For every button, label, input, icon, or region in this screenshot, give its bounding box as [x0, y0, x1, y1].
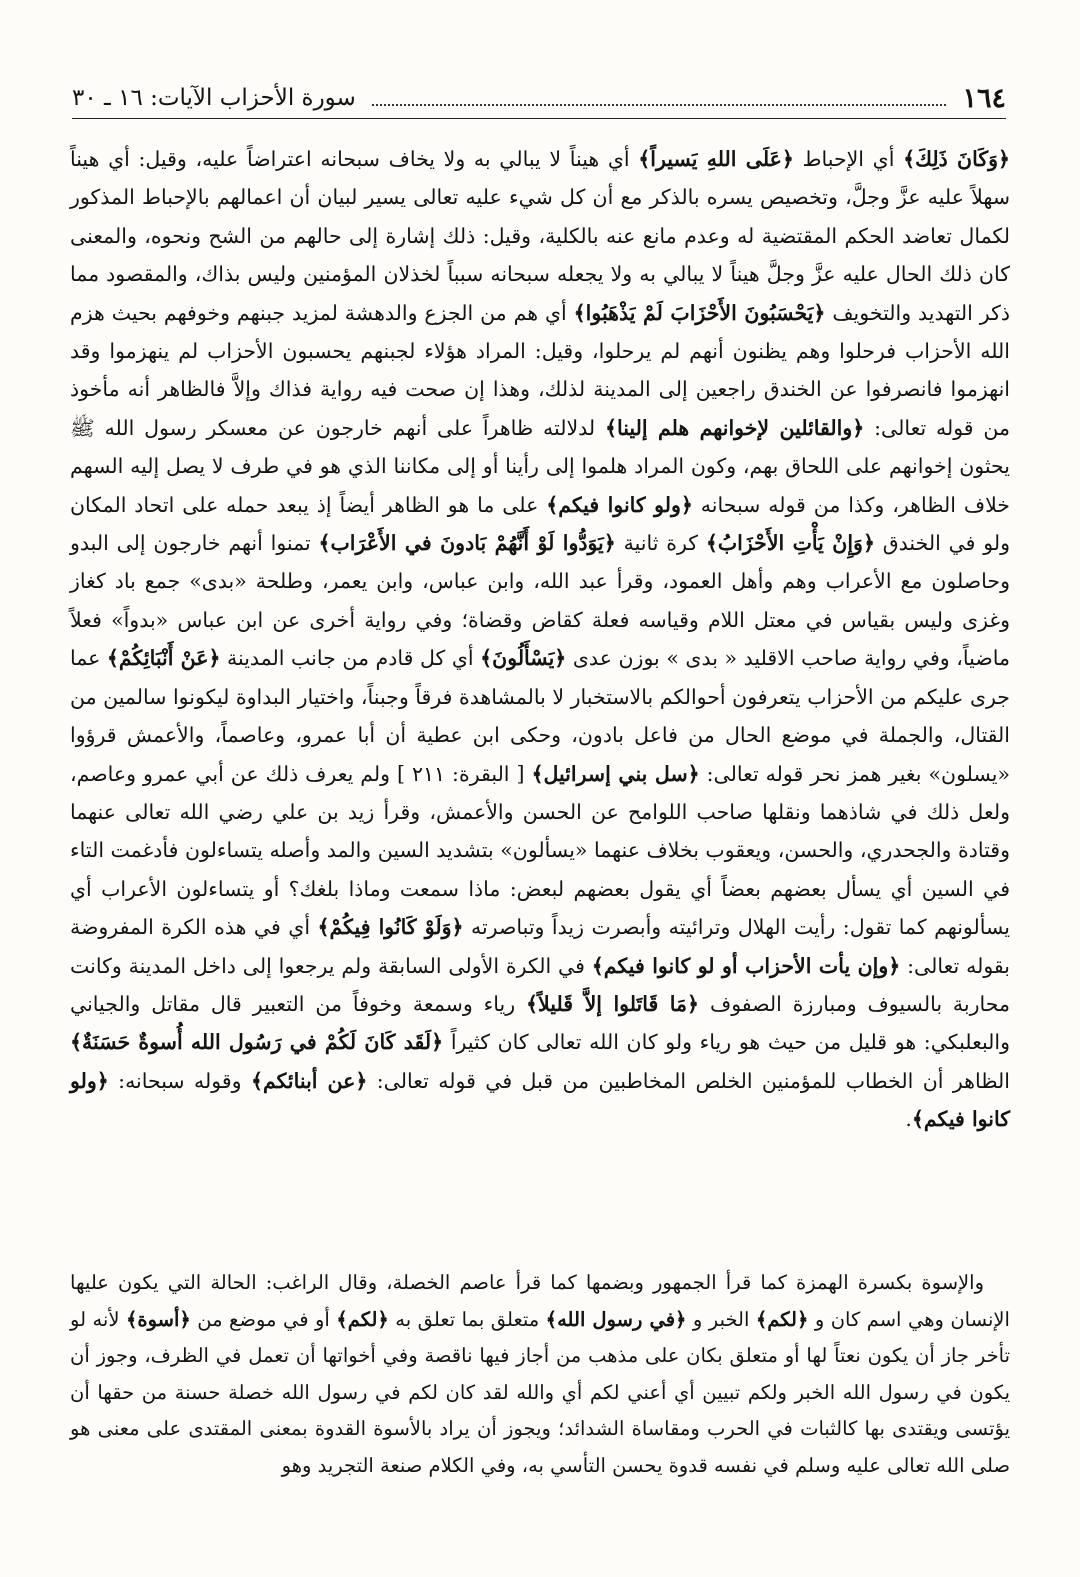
text-run: لأنه لو تأخر جاز أن يكون نعتاً لها أو متعلق بكان على مذهب من أجاز فيها ناقصة وفي أخواتها أن تعمل في الظرف، وجوز أن يكون في رسول الله الخبر ولكم تبيين أي أعني لكم أي والله لقد كان لكم في رسول الله خصلة حسنة من حقها أن يؤتسى ويقتدى بها كالثبات في الحرب ومقاساة الشدائد؛ ويجوز أن يراد بالأسوة القدوة بمعنى المقتدى على معنى هو صلى الله تعالى عليه وسلم في نفسه قدوة يحسن التأسي به، وفي الكلام صنعة التجريد وهو [70, 1307, 1010, 1477]
quran-quote: ﴿يَوَدُّوا لَوْ أَنَّهُمْ بَادونَ في الأَعْرَاب﴾ [318, 531, 616, 556]
text-run: [ البقرة: ٢١١ ] ولم يعرف ذلك عن أبي عمرو وعاصم، ولعل ذلك في شاذهما ونقلها صاحب اللوامح عن الحسن والأعمش، وقرأ زيد بن علي رضي الله تعالى عنهما وقتادة والجحدري، والحسن، ويعقوب بخلاف عنهما «يسألون» بتشديد السين والمد وأصله يتساءلون فأدغمت التاء في السين أي يسأل بعضهم بعضاً أي يقول بعضهم لبعض: ماذا سمعت وماذا بلغك؟ أو يتساءلون الأعراب أي يسألونهم كما تقول: رأيت الهلال وترائيته وأبصرت زيداً وتباصرته [70, 761, 1011, 940]
quran-quote: ﴿ولو كانوا فيكم﴾ [546, 492, 693, 517]
quran-quote: ﴿يَسْأَلُونَ﴾ [480, 646, 567, 671]
quran-quote: ﴿أسوة﴾ [125, 1307, 191, 1331]
main-text-block [70, 140, 1010, 1139]
header-dot-leader [372, 104, 947, 106]
quran-quote: ﴿عَنْ أَنْبَائِكُمْ﴾ [106, 646, 221, 671]
text-run: أي هيناً لا يبالي به ولا يخاف سبحانه اعتراضاً عليه، وقيل: أي هيناً سهلاً عليه عزَّ وجلَّ، وتخصيص يسره بالذكر مع أن كل شيء عليه تعالى يسير لبيان أن اعمالهم بالإحباط المذكور لكمال تعاضد الحكم المقتضية له وعدم مانع عنه بالكلية، وقيل: ذلك إشارة إلى حالهم من الشح ونحوه، والمعنى كان ذلك الحال عليه عزَّ وجلَّ هيناً لا يبالي به ولا يجعله سبحانه سبباً لخذلان المؤمنين وليس بذاك، والمقصود مما ذكر التهديد والتخويف [70, 147, 1010, 325]
quran-quote: ﴿سل بني إسرائيل﴾ [531, 761, 700, 786]
page-number: ١٦٤ [962, 82, 1006, 114]
text-run: الخبر و [686, 1307, 756, 1331]
quran-quote: ﴿لَقَد كَانَ لَكُمْ في رَسُول الله أُسوةٌ حَسَنَةٌ﴾ [70, 1030, 444, 1055]
quran-quote: ﴿وَكَانَ ذَلِكَ﴾ [903, 147, 1010, 171]
text-run: والإسوة بكسرة الهمزة كما قرأ الجمهور وبضمها كما قرأ عاصم الخصلة، وقال الراغب: الحالة التي يكون عليها الإنسان وهي اسم كان و [70, 1271, 1010, 1331]
quran-quote: ﴿لكم﴾ [755, 1307, 809, 1331]
quran-quote: ﴿عن أبنائكم﴾ [250, 1068, 368, 1093]
quran-quote: ﴿وَإِنْ يَأْتِ الأَحْزَابُ﴾ [705, 531, 875, 556]
text-run: متعلق بما تعلق به [388, 1307, 546, 1331]
text-run: كرة ثانية [615, 531, 706, 556]
quran-quote: ﴿والقائلين لإخوانهم هلم إلينا﴾ [604, 415, 865, 440]
text-run: أي كل قادم من جانب المدينة [220, 646, 481, 671]
quran-quote: ﴿عَلَى اللهِ يَسيراً﴾ [638, 147, 794, 171]
text-run: لدلالته ظاهراً على أنهم خارجون عن معسكر رسول الله ﷺ يحثون إخوانهم على اللحاق بهم، وكون المراد هلموا إلى رأينا أو إلى مكاننا الذي هو في طرف لا يصل إليه السهم خلاف الظاهر، وكذا من قوله سبحانه [70, 415, 1010, 517]
second-text-block [70, 1265, 1010, 1484]
text-run: أي الإحباط [793, 147, 904, 171]
text-run: أي في هذه الكرة المفروضة بقوله تعالى: [70, 915, 1010, 978]
running-header [72, 78, 1006, 119]
quran-quote: ﴿وَلَوْ كَانُوا فِيكُمْ﴾ [317, 915, 464, 940]
header-title: سورة الأحزاب الآيات: ١٦ ـ ٣٠ [72, 85, 356, 111]
quran-quote: ﴿مَا قَاتَلوا إلاَّ قَليلاً﴾ [526, 991, 700, 1016]
text-run: على ما هو الظاهر أيضاً إذ يبعد حمله على اتحاد المكان ولو في الخندق [70, 492, 1010, 556]
text-run: تمنوا أنهم خارجون إلى البدو وحاصلون مع الأعراب وهم وأهل العمود، وقرأ عبد الله، وابن عباس، وابن يعمر، وطلحة «بدى» جمع باد كغاز وغزى وليس بقياس في معتل اللام وقياسه فعلة كقاض وقضاة؛ وفي رواية أخرى عن ابن عباس «بدواً» فعلاً ماضياً، وفي رواية صاحب الاقليد « بدى » بوزن عدى [70, 531, 1010, 671]
quran-quote: ﴿وإن يأت الأحزاب أو لو كانوا فيكم﴾ [591, 953, 901, 978]
quran-quote: ﴿في رسول الله﴾ [545, 1307, 687, 1331]
quran-quote: ﴿ولو كانوا فيكم﴾ [70, 1068, 1010, 1132]
text-run: الظاهر أن الخطاب للمؤمنين الخلص المخاطبين من قبل في قوله تعالى: [367, 1068, 1010, 1093]
text-run: أي هم من الجزع والدهشة لمزيد جبنهم وخوفهم بحيث هزم الله الأحزاب فرحلوا وهم يظنون أنهم لم يرحلوا، وقيل: المراد هؤلاء لجبنهم يحسبون الأحزاب لم ينهزموا وقد انهزموا فانصرفوا عن الخندق راجعين إلى المدينة لذلك، وهذا إن صحت فيه رواية فذاك وإلاَّ فالظاهر أنه مأخوذ من قوله تعالى: [70, 300, 1010, 440]
text-run: رياء وسمعة وخوفاً من التعبير قال مقاتل والجياني والبعلبكي: هو قليل من حيث هو رياء ولو كان الله تعالى كان كثيراً [70, 991, 1011, 1055]
text-run: وقوله سبحانه: [108, 1068, 251, 1093]
quran-quote: ﴿لكم﴾ [336, 1307, 389, 1331]
text-run: أو في موضع من [190, 1307, 337, 1331]
text-run: . [905, 1107, 912, 1132]
quran-quote: ﴿يَحْسَبُونَ الأَحْزَابَ لَمْ يَذْهَبُوا﴾ [573, 300, 826, 325]
text-run: في الكرة الأولى السابقة ولم يرجعوا إلى داخل المدينة وكانت محاربة بالسيوف ومبارزة الصفوف [70, 953, 1010, 1016]
text-run: عما جرى عليكم من الأحزاب يتعرفون أحوالكم بالاستخبار لا بالمشاهدة فرقاً وجبناً، واختيار البداوة ليكونوا سالمين من القتال، والجملة في موضع الحال من فاعل بادون، وحكى ابن عطية أن أبا عمرو، وعاصماً، والأعمش قرؤوا «يسلون» بغير همز نحر قوله تعالى: [70, 646, 1010, 786]
paragraph-1 [70, 140, 1010, 1139]
paragraph-2 [70, 1265, 1010, 1484]
